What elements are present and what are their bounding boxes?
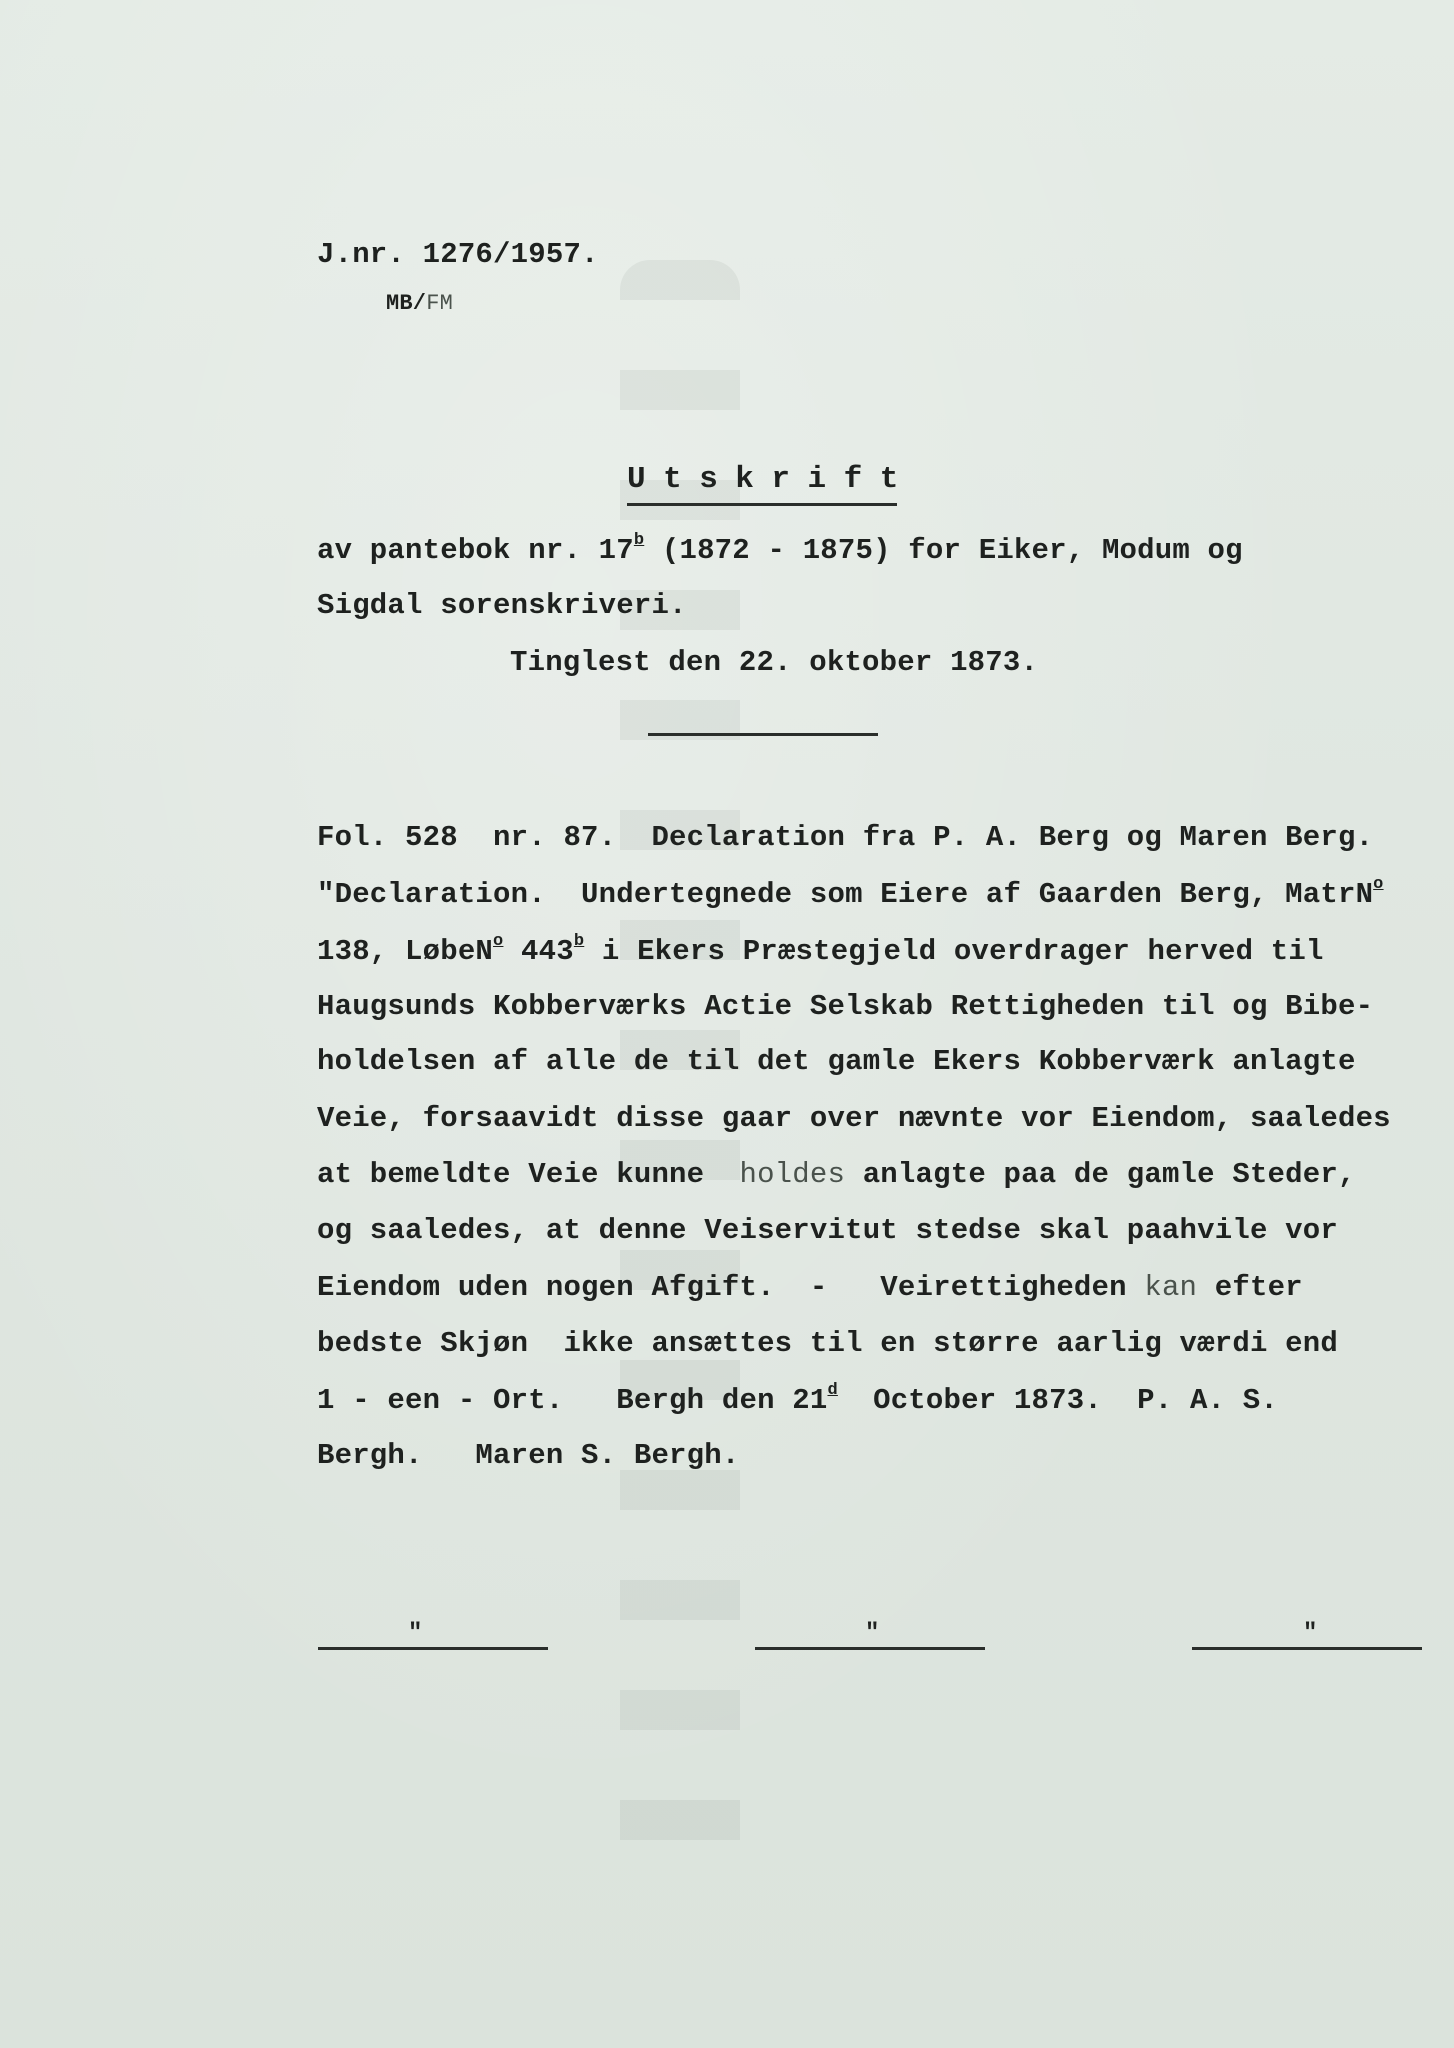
body-line-7-a: at bemeldte Veie kunne bbox=[317, 1158, 740, 1191]
body-line-3 bbox=[317, 932, 1324, 968]
body-line-11 bbox=[317, 1381, 1278, 1417]
body-line-6: Veie, forsaavidt disse gaar over nævnte vor Eiendom, saaledes bbox=[317, 1102, 1391, 1135]
body-line-9-a: Eiendom uden nogen Afgift. - Veirettigheden bbox=[317, 1271, 1145, 1304]
body-line-2-sup: o bbox=[1373, 875, 1384, 894]
body-line-12: Bergh. Maren S. Bergh. bbox=[317, 1439, 740, 1472]
ditto-mark-2: " bbox=[865, 1620, 880, 1647]
body-line-2 bbox=[317, 875, 1384, 911]
intro-line-1-text: av pantebok nr. 17 bbox=[317, 534, 634, 567]
body-line-3-sup-1: o bbox=[493, 932, 504, 951]
body-line-11-b: October 1873. P. A. S. bbox=[837, 1384, 1278, 1417]
intro-line-1-suffix: (1872 - 1875) for Eiker, Modum og bbox=[644, 534, 1243, 567]
signature-line-3 bbox=[1192, 1647, 1422, 1650]
body-line-7-b: anlagte paa de gamle Steder, bbox=[845, 1158, 1356, 1191]
initials bbox=[386, 293, 453, 315]
body-line-4: Haugsunds Kobberværks Actie Selskab Rettigheden til og Bibe- bbox=[317, 990, 1374, 1023]
bleed-through-stamp bbox=[620, 260, 740, 1900]
intro-line-1 bbox=[317, 531, 1243, 567]
body-line-9-thin: kan bbox=[1144, 1271, 1198, 1304]
section-divider bbox=[648, 733, 878, 736]
body-line-10: bedste Skjøn ikke ansættes til en større aarlig værdi end bbox=[317, 1327, 1338, 1360]
body-line-9-b: efter bbox=[1197, 1271, 1303, 1304]
body-line-7-thin: holdes bbox=[739, 1158, 846, 1191]
signature-line-2 bbox=[755, 1647, 985, 1650]
body-line-3-c: i Ekers Præstegjeld overdrager herved til bbox=[584, 935, 1324, 968]
journal-number: J.nr. 1276/1957. bbox=[317, 238, 599, 271]
signature-line-1 bbox=[318, 1647, 548, 1650]
recording-date: Tinglest den 22. oktober 1873. bbox=[510, 646, 1039, 679]
body-line-3-a: 138, LøbeN bbox=[317, 935, 494, 968]
body-line-7 bbox=[317, 1160, 1356, 1189]
initials-typed: MB/ bbox=[386, 291, 427, 316]
body-line-5: holdelsen af alle de til det gamle Ekers Kobberværk anlagte bbox=[317, 1045, 1356, 1078]
body-line-11-a: 1 - een - Ort. Bergh den 21 bbox=[317, 1384, 828, 1417]
ditto-mark-3: " bbox=[1303, 1620, 1318, 1647]
body-line-3-sup-2: b bbox=[573, 932, 585, 951]
intro-line-2: Sigdal sorenskriveri. bbox=[317, 589, 687, 622]
intro-line-1-sup: b bbox=[633, 531, 645, 550]
title-underline bbox=[627, 503, 897, 506]
ditto-mark-1: " bbox=[408, 1620, 423, 1647]
initials-suffix: FM bbox=[426, 291, 454, 316]
body-line-1: Fol. 528 nr. 87. Declaration fra P. A. Berg og Maren Berg. bbox=[317, 821, 1374, 854]
body-line-3-b: 443 bbox=[503, 935, 574, 968]
body-line-8: og saaledes, at denne Veiservitut stedse skal paahvile vor bbox=[317, 1214, 1338, 1247]
body-line-2-text: "Declaration. Undertegnede som Eiere af Gaarden Berg, MatrN bbox=[317, 878, 1374, 911]
document-title: Utskrift bbox=[627, 462, 916, 497]
body-line-11-sup: d bbox=[827, 1381, 838, 1400]
body-line-9 bbox=[317, 1273, 1303, 1302]
